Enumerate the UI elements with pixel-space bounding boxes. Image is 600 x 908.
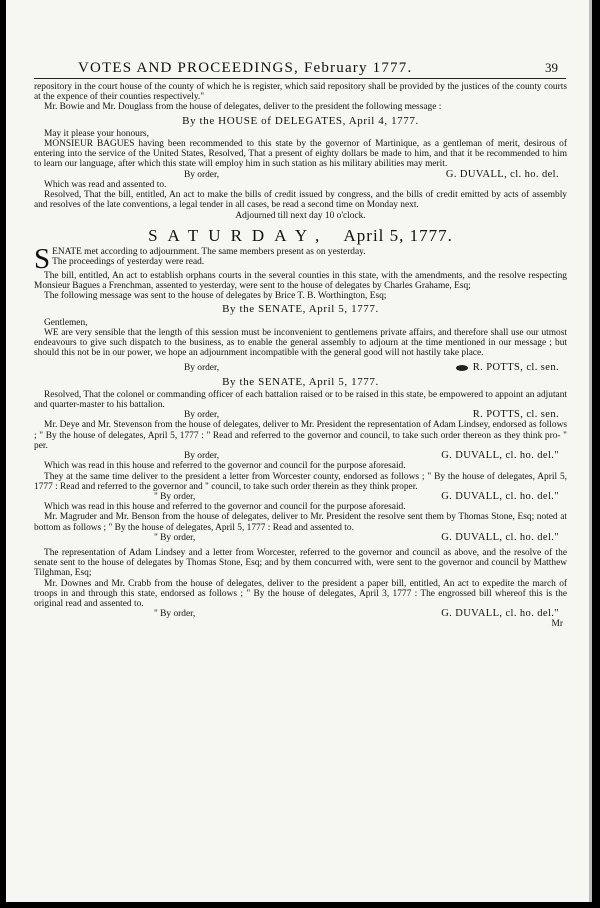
salutation: Gentlemen, <box>44 317 88 328</box>
signature: G. DUVALL, cl. ho. del." <box>441 490 559 502</box>
paragraph: repository in the court house of the county of which he is register, which said repository shall be provided by the justices of the county courts at the expence of their counties respectively." <box>34 82 567 103</box>
running-header <box>78 60 558 77</box>
page-number: 39 <box>545 60 558 75</box>
catchword: Mr <box>551 619 563 630</box>
drop-capital: S <box>34 242 51 275</box>
signature-row <box>34 492 567 502</box>
page-edge <box>589 0 592 902</box>
paragraph: Which was read and assented to. <box>44 179 167 190</box>
signature-row <box>34 170 567 180</box>
paragraph: Which was read in this house and referred to the governor and council for the purpose aforesaid. <box>44 502 406 513</box>
signature: G. DUVALL, cl. ho. del." <box>441 531 559 543</box>
by-order: " By order, <box>154 491 196 502</box>
paragraph: The representation of Adam Lindsey and a letter from Worcester, referred to the governor and council as above, and the resolve of the senate sent to the house of delegates by Thomas Stone, Esq; and by them concurred with, were sent to the governor and council by Matthew Tilghman, Esq; <box>34 547 567 579</box>
signature-row <box>34 410 567 420</box>
signature: G. DUVALL, cl. ho. del." <box>441 608 559 620</box>
document-page <box>6 0 592 902</box>
paragraph: Which was read in this house and referred to the governor and council for the purpose aforesaid. <box>44 461 406 472</box>
signature: G. DUVALL, cl. ho. del. <box>445 168 559 180</box>
paragraph: Resolved, That the colonel or commanding officer of each battalion raised or to be raised in this state, be empowered to appoint an adjutant and quarter-master to his battalion. <box>34 389 567 411</box>
paragraph: They at the same time deliver to the president a letter from Worcester county, endorsed as follows ; " By the house of delegates, April 5, 1777 : Read and referred to the governor and " council, to take such order therein as they think proper. <box>34 471 567 492</box>
day-name: SATURDAY, <box>148 225 330 245</box>
paragraph: WE are very sensible that the length of this session must be inconvenient to gentlemens private affairs, and therefore shall use our utmost endeavours to give such dispatch to the business, as to enable the general assembly to adjourn at the time mentioned in our message ; but should this not be in our power, we hope an adjournment incompatible with the general good will not hastily take place. <box>34 327 567 359</box>
signature <box>455 363 559 373</box>
header-rule <box>34 78 566 79</box>
signature: R. POTTS, cl. sen. <box>472 409 559 421</box>
by-order: " By order, <box>154 609 196 620</box>
house-heading: By the HOUSE of DELEGATES, April 4, 1777. <box>182 114 419 127</box>
seal-mark-icon <box>455 364 469 372</box>
signature-row <box>34 451 567 461</box>
by-order: By order, <box>184 451 220 462</box>
paragraph: Mr. Deye and Mr. Stevenson from the house of delegates, deliver to Mr. President the representation of Adam Lindsey, endorsed as follows ; " By the house of delegates, April 5, 1777 : " Read and referred to the governor and council, to take such order thereon as they think pro- " per. <box>34 420 567 451</box>
header-title: VOTES AND PROCEEDINGS, February 1777. <box>78 60 413 76</box>
paragraph-text: ENATE met according to adjournment. The same members present as on yesterday. <box>52 246 366 257</box>
paragraph: MONSIEUR BAGUES having been recommended to this state by the governor of Martinique, as a gentleman of merit, desirous of entering into the service of the United States, Resolved, That a present of eighty dollars be made to him, and that it be recommended to him to learn our language, after which this state will employ him in such station as his military abilities may merit. <box>34 139 567 170</box>
signature-row <box>34 363 567 373</box>
paragraph: Mr. Downes and Mr. Crabb from the house of delegates, deliver to the president a paper bill, entitled, An act to expedite the march of troops in and through this state, endorsed as follows ; " By the house of delegates, April 3, 1777 : The engrossed bill whereof this is the original read and assented to. <box>34 578 567 609</box>
paragraph: The following message was sent to the house of delegates by Brice T. B. Worthington, Esq; <box>44 291 387 302</box>
signature-row <box>34 533 567 543</box>
paragraph: The bill, entitled, An act to establish orphans courts in the several counties in this state, with the amendments, and the resolve respecting Monsieur Bagues a Frenchman, assented to yesterday, were sent to the house of delegates by Charles Grahame, Esq; <box>34 270 567 292</box>
senate-heading: By the SENATE, April 5, 1777. <box>222 375 379 388</box>
paragraph: Mr. Bowie and Mr. Douglass from the house of delegates, deliver to the president the following message : <box>44 102 442 113</box>
day-heading <box>34 225 567 245</box>
signature-row <box>34 609 567 619</box>
by-order: By order, <box>184 410 220 421</box>
by-order: " By order, <box>154 532 196 543</box>
paragraph: Resolved, That the bill, entitled, An act to make the bills of credit issued by congress, and the bills of credit emitted by acts of assembly and resolves of the late conventions, a legal tender in all cases, be read a second time on Monday next. <box>34 190 567 211</box>
by-order: By order, <box>184 169 220 180</box>
paragraph: The proceedings of yesterday were read. <box>52 257 205 268</box>
signature-text: R. POTTS, cl. sen. <box>472 362 559 374</box>
adjournment-line: Adjourned till next day 10 o'clock. <box>235 211 366 222</box>
senate-heading: By the SENATE, April 5, 1777. <box>222 303 379 316</box>
by-order: By order, <box>184 363 220 374</box>
signature: G. DUVALL, cl. ho. del." <box>441 450 559 462</box>
salutation: May it please your honours, <box>44 128 149 139</box>
page-body <box>34 82 567 630</box>
day-date: April 5, 1777. <box>343 225 453 245</box>
paragraph: Mr. Magruder and Mr. Benson from the house of delegates, deliver to Mr. President the resolve sent them by Thomas Stone, Esq; noted at bottom as follows ; " By the house of delegates, April 5, 1777 : Read and assented to. <box>34 512 567 533</box>
